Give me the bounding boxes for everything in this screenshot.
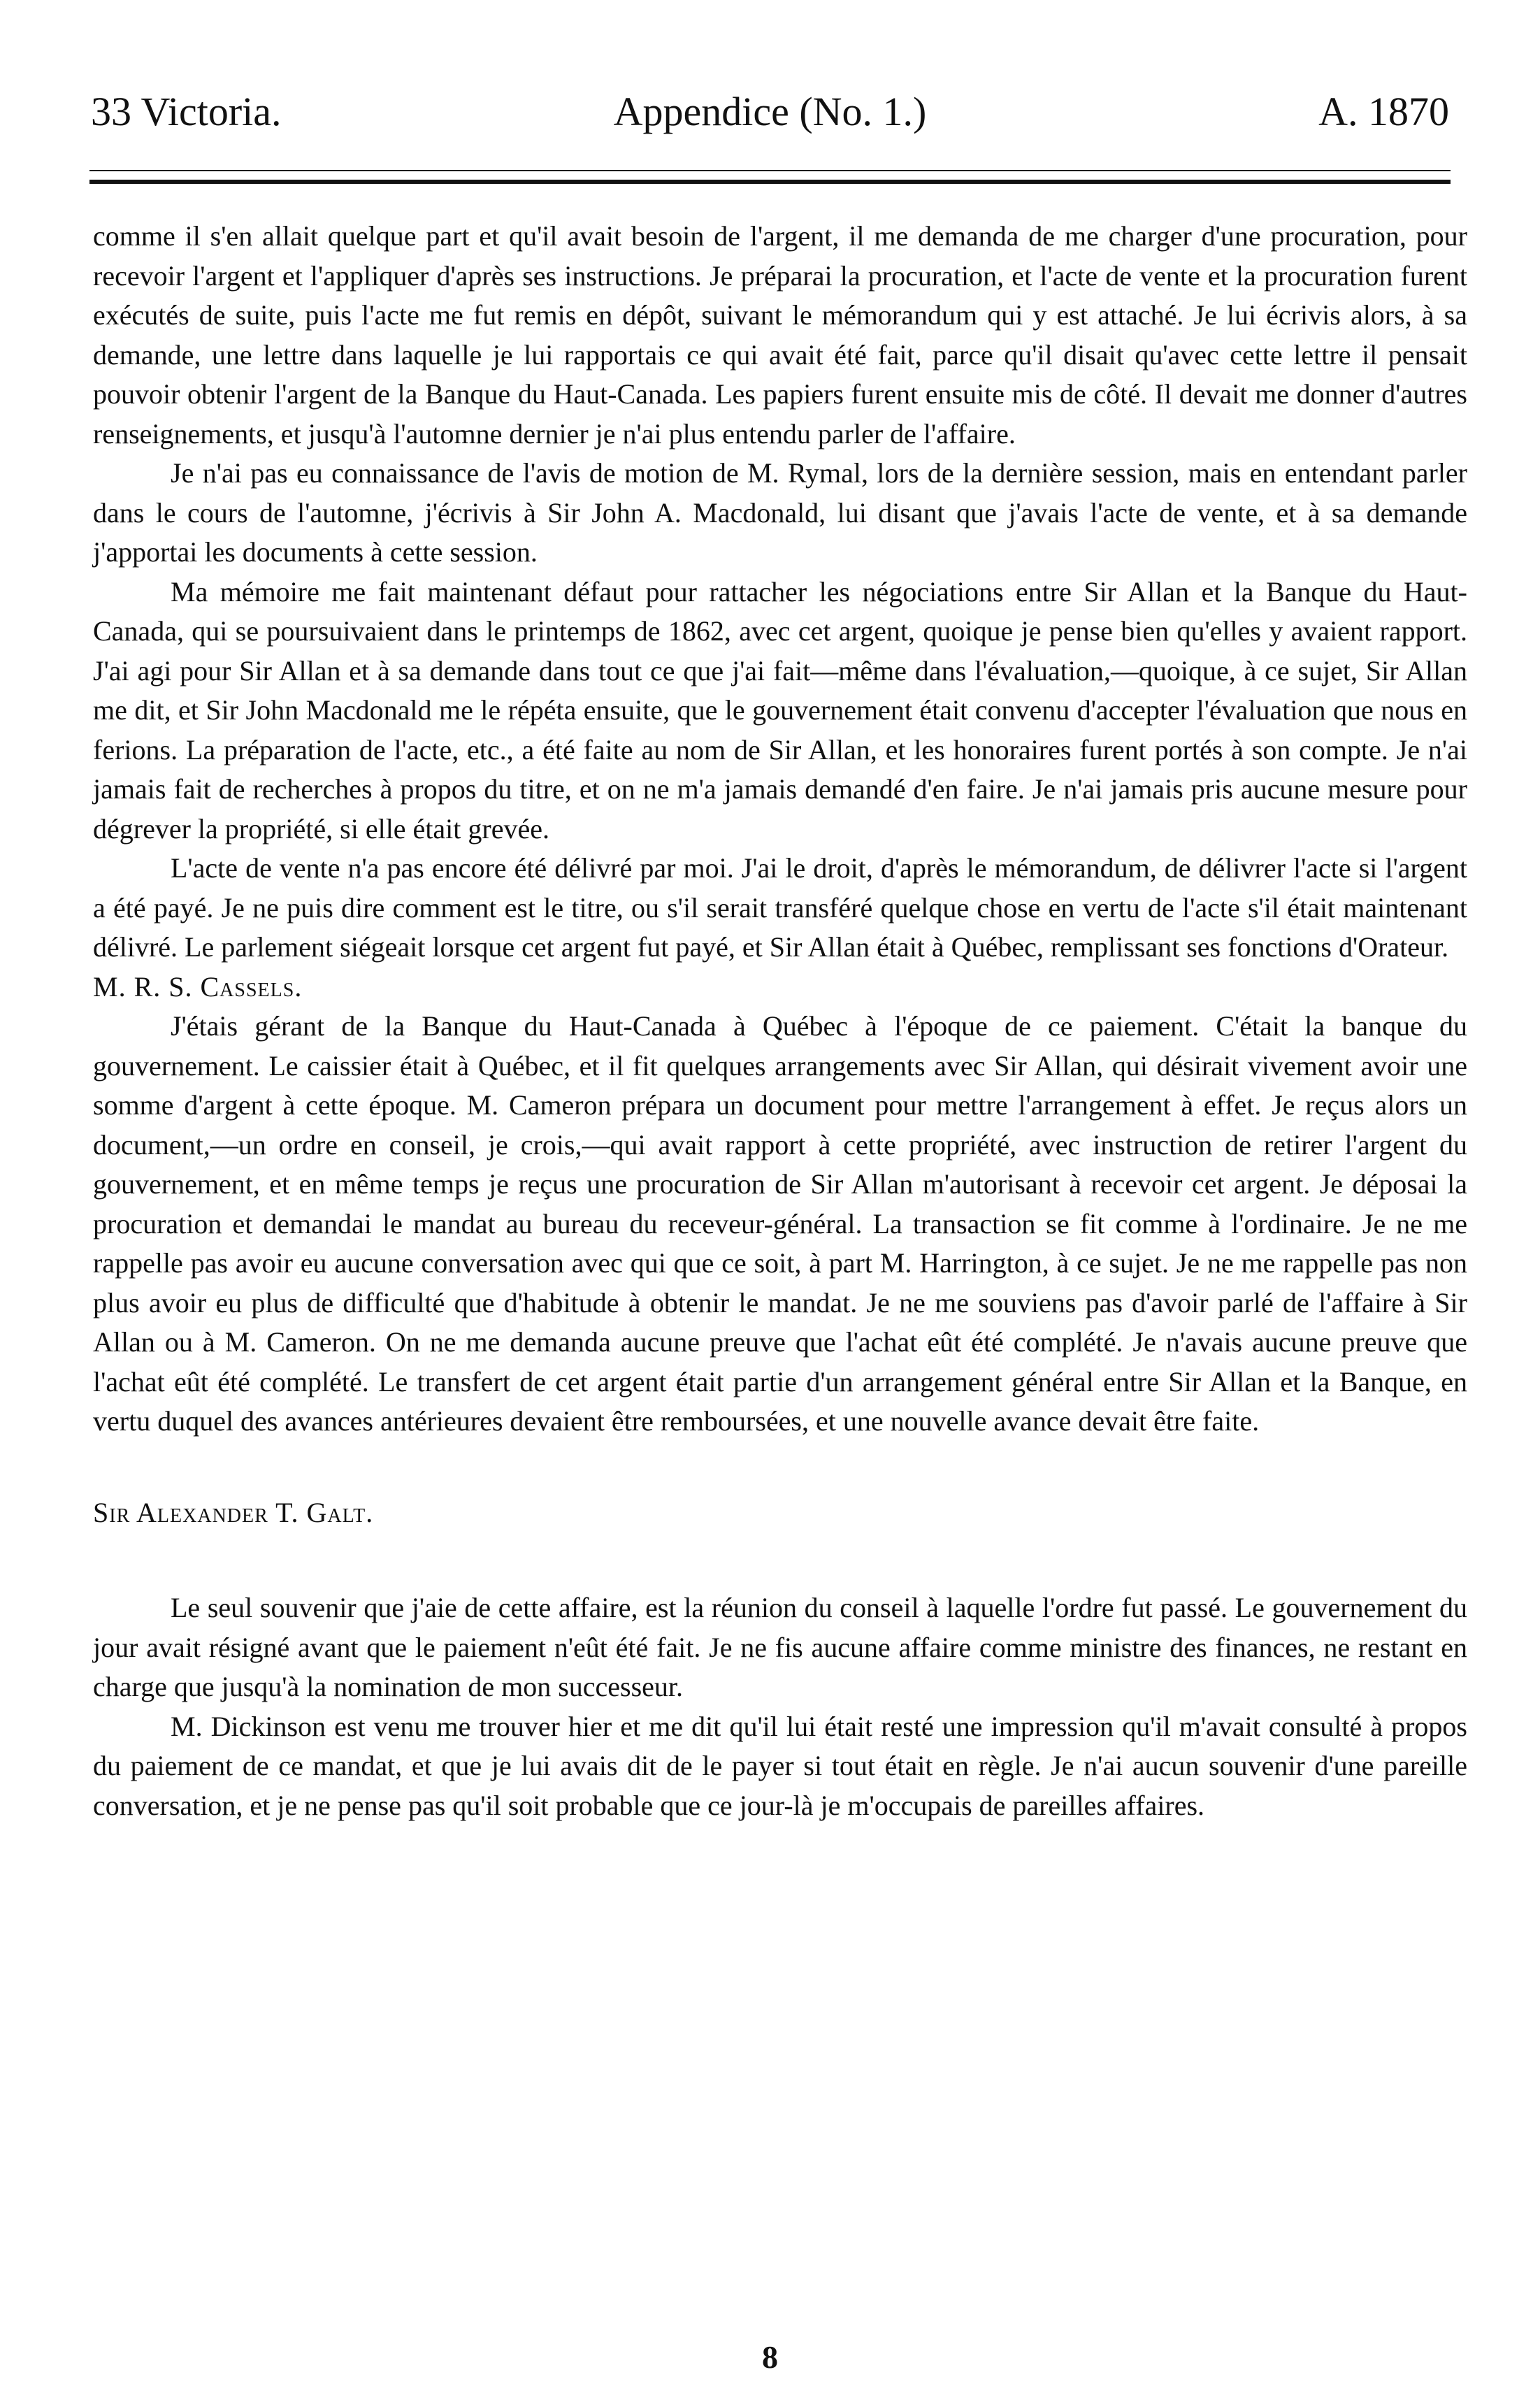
paragraph: Je n'ai pas eu connaissance de l'avis de motion de M. Rymal, lors de la dernière session, mais en entendant parler dans le cours de l'automne, j'écrivis à Sir John A. Macdonald, lui disant que j'avais l'acte de vente, et à sa demande j'apportai les documents à cette session. [93,457,1467,568]
header-rule [89,170,1451,184]
header-appendix: Appendice (No. 1.) [613,89,927,134]
page-header [91,84,1449,140]
page-number: 8 [762,2339,778,2375]
paragraph: L'acte de vente n'a pas encore été délivré par moi. J'ai le droit, d'après le mémorandum, de délivrer l'acte si l'argent a été payé. Je ne puis dire comment est le titre, ou s'il serait transféré quelque chose en vertu de l'acte s'il était maintenant délivré. Le parlement siégeait lorsque cet argent fut payé, et Sir Allan était à Québec, remplissant ses fonctions d'Orateur. [93,852,1467,963]
paragraph: M. Dickinson est venu me trouver hier et me dit qu'il lui était resté une impression qu'il m'avait consulté à propos du paiement de ce mandat, et que je lui avais dit de le payer si tout était en règle. Je n'ai aucun souvenir d'une pareille conversation, et je ne pense pas qu'il soit probable que ce jour-là je m'occupais de pareilles affaires. [93,1710,1467,1821]
body-text [93,217,1467,1825]
header-session: 33 Victoria. [91,89,282,134]
header-year: A. 1870 [1318,89,1449,134]
speaker-heading: M. R. S. Cassels. [93,970,303,1003]
paragraph: Ma mémoire me fait maintenant défaut pour rattacher les négociations entre Sir Allan et la Banque du Haut-Canada, qui se poursuivaient dans le printemps de 1862, avec cet argent, quoique je pense bien qu'elles y avaient rapport. J'ai agi pour Sir Allan et à sa demande dans tout ce que j'ai fait—même dans l'évaluation,—quoique, à ce sujet, Sir Allan me dit, et Sir John Macdonald me le répéta ensuite, que le gouvernement était convenu d'accepter l'évaluation que nous en ferions. La préparation de l'acte, etc., a été faite au nom de Sir Allan, et les honoraires furent portés à son compte. Je n'ai jamais fait de recherches à propos du titre, et on ne m'a jamais demandé d'en faire. Je n'ai jamais pris aucune mesure pour dégrever la propriété, si elle était grevée. [93,575,1467,845]
paragraph: J'étais gérant de la Banque du Haut-Canada à Québec à l'époque de ce paiement. C'était la banque du gouvernement. Le caissier était à Québec, et il fit quelques arrangements avec Sir Allan, qui désirait vivement avoir une somme d'argent à cette époque. M. Cameron prépara un document pour mettre l'arrangement à effet. Je reçus alors un document,—un ordre en conseil, je crois,—qui avait rapport à cette propriété, avec instruction de retirer l'argent du gouvernement, et en même temps je reçus une procuration de Sir Allan m'autorisant à recevoir cet argent. Je déposai la procuration et demandai le mandat au bureau du receveur-général. La transaction se fit comme à l'ordinaire. Je ne me rappelle pas avoir eu aucune conversation avec qui que ce soit, à part M. Harrington, à ce sujet. Je ne me rappelle pas non plus avoir eu plus de difficulté que d'habitude à obtenir le mandat. Je ne me souviens pas d'avoir parlé de l'affaire à Sir Allan ou à M. Cameron. On ne me demanda aucune preuve que l'achat eût été complété. Je n'avais aucune preuve que l'achat eût été complété. Le transfert de cet argent était partie d'un arrangement général entre Sir Allan et la Banque, en vertu duquel des avances antérieures devaient être remboursées, et une nouvelle avance devait être faite. [93,1010,1467,1437]
paragraph: Le seul souvenir que j'aie de cette affaire, est la réunion du conseil à laquelle l'ordre fut passé. Le gouvernement du jour avait résigné avant que le paiement n'eût été fait. Je ne fis aucune affaire comme ministre des finances, ne restant en charge que jusqu'à la nomination de mon successeur. [93,1592,1467,1702]
paragraph: comme il s'en allait quelque part et qu'il avait besoin de l'argent, il me demanda de me charger d'une procuration, pour recevoir l'argent et l'appliquer d'après ses instructions. Je préparai la procuration, et l'acte de vente et la procuration furent exécutés de suite, puis l'acte me fut remis en dépôt, suivant le mémorandum qui y est attaché. Je lui écrivis alors, à sa demande, une lettre dans laquelle je lui rapportais ce qui avait été fait, parce qu'il disait qu'avec cette lettre il pensait pouvoir obtenir l'argent de la Banque du Haut-Canada. Les papiers furent ensuite mis de côté. Il devait me donner d'autres renseignements, et jusqu'à l'automne dernier je n'ai plus entendu parler de l'affaire. [93,220,1467,450]
speaker-heading: Sir Alexander T. Galt. [93,1496,374,1528]
